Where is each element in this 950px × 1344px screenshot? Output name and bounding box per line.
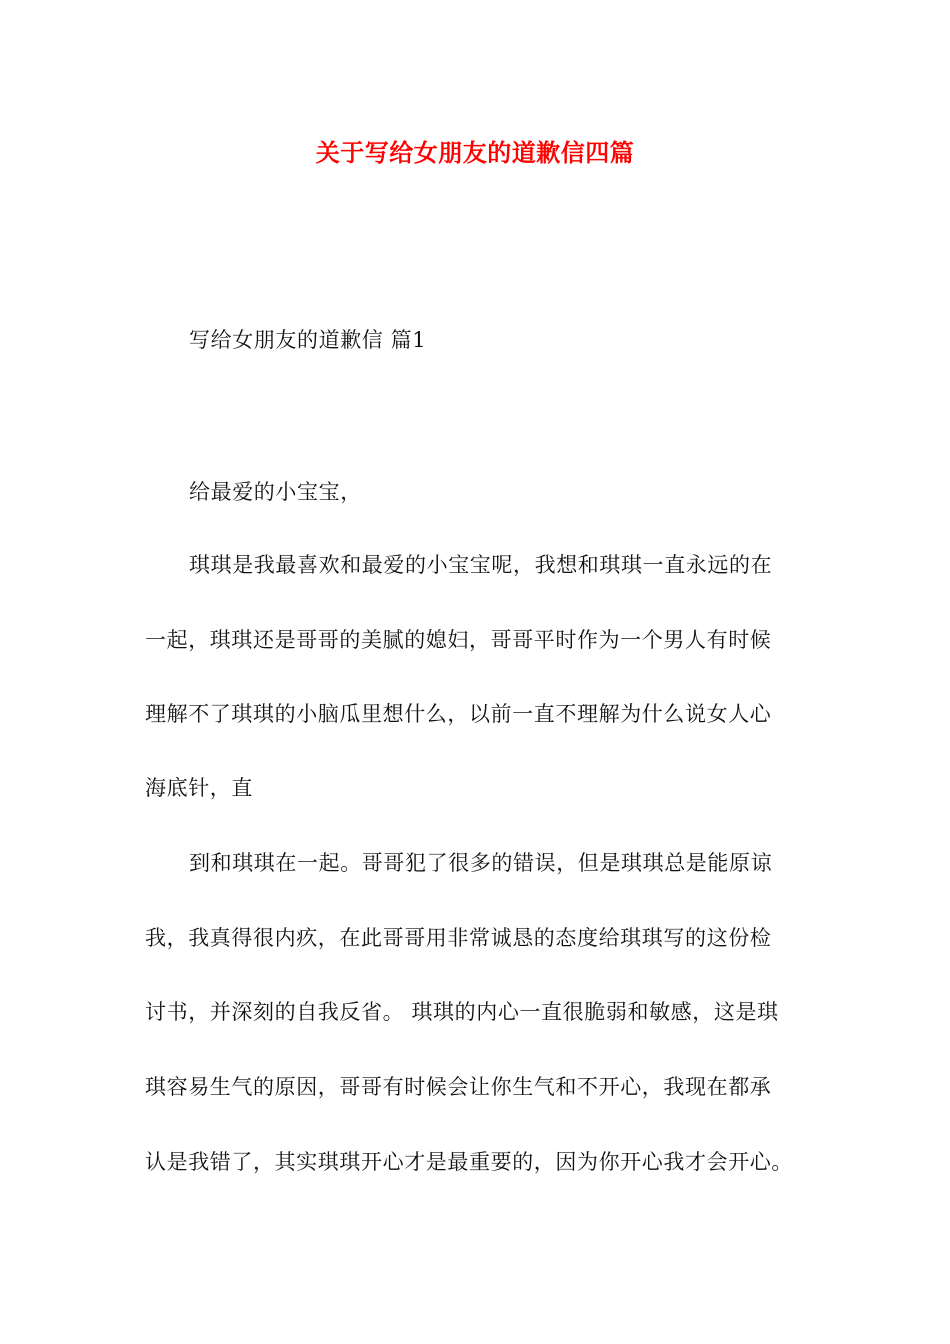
paragraph-line: 我，我真得很内疚，在此哥哥用非常诚恳的态度给琪琪写的这份检 xyxy=(145,926,772,950)
paragraph-line: 讨书，并深刻的自我反省。 琪琪的内心一直很脆弱和敏感，这是琪 xyxy=(145,1000,779,1024)
paragraph-line: 琪琪是我最喜欢和最爱的小宝宝呢，我想和琪琪一直永远的在 xyxy=(189,553,773,577)
greeting-line: 给最爱的小宝宝， xyxy=(189,480,362,504)
paragraph-line: 认是我错了，其实琪琪开心才是最重要的，因为你开心我才会开心。 xyxy=(145,1150,793,1174)
paragraph-line: 海底针，直 xyxy=(145,776,253,800)
document-title: 关于写给女朋友的道歉信四篇 xyxy=(315,138,635,167)
paragraph-line: 琪容易生气的原因，哥哥有时候会让你生气和不开心，我现在都承 xyxy=(145,1075,772,1099)
paragraph-line: 理解不了琪琪的小脑瓜里想什么，以前一直不理解为什么说女人心 xyxy=(145,702,772,726)
paragraph-line: 到和琪琪在一起。哥哥犯了很多的错误，但是琪琪总是能原谅 xyxy=(189,851,773,875)
section-heading: 写给女朋友的道歉信 篇1 xyxy=(189,328,427,352)
paragraph-line: 一起，琪琪还是哥哥的美腻的媳妇，哥哥平时作为一个男人有时候 xyxy=(145,628,772,652)
